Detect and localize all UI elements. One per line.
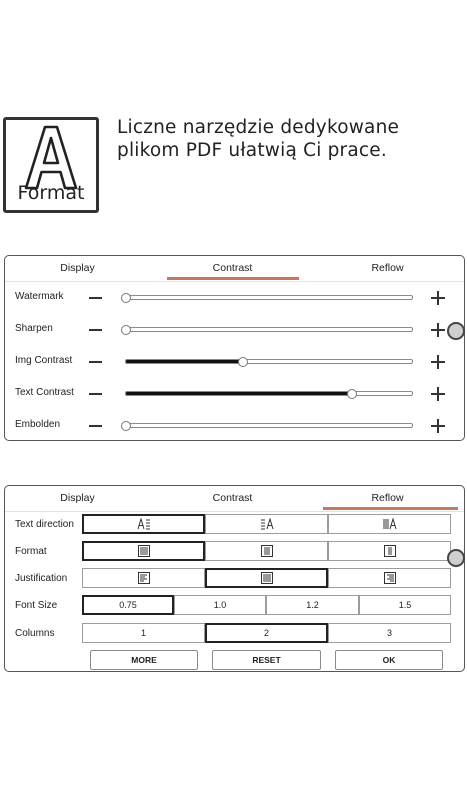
format-medium-icon xyxy=(261,545,273,557)
embolden-slider[interactable] xyxy=(125,423,413,428)
text-contrast-slider[interactable] xyxy=(125,391,413,396)
minus-icon[interactable] xyxy=(89,361,102,363)
reset-button[interactable]: RESET xyxy=(212,650,321,670)
text-direction-vertical-option[interactable] xyxy=(328,514,451,534)
minus-icon[interactable] xyxy=(89,297,102,299)
align-right-icon xyxy=(384,572,396,584)
floating-scroll-handle[interactable] xyxy=(447,322,465,340)
text-direction-columns-icon xyxy=(260,518,274,530)
active-tab-indicator xyxy=(167,277,299,280)
plus-icon[interactable] xyxy=(431,419,445,433)
columns-option[interactable]: 2 xyxy=(205,623,328,643)
justification-label: Justification xyxy=(15,573,68,584)
tab-bar xyxy=(5,486,464,512)
tab-divider xyxy=(5,281,464,282)
columns-label: Columns xyxy=(15,628,55,639)
slider-row-img-contrast xyxy=(5,351,464,373)
slider-label: Img Contrast xyxy=(15,355,73,366)
slider-thumb[interactable] xyxy=(121,325,131,335)
logo-text: Format xyxy=(17,182,85,204)
headline-line-1: Liczne narzędzie dedykowane xyxy=(117,117,400,138)
format-narrow-icon xyxy=(384,545,396,557)
reflow-settings-panel xyxy=(4,485,465,672)
tab-divider xyxy=(5,511,464,512)
format-full-option[interactable] xyxy=(82,541,205,561)
slider-thumb[interactable] xyxy=(121,421,131,431)
slider-fill xyxy=(126,392,352,395)
slider-thumb[interactable] xyxy=(347,389,357,399)
slider-fill xyxy=(126,360,243,363)
floating-scroll-handle[interactable] xyxy=(447,549,465,567)
slider-thumb[interactable] xyxy=(121,293,131,303)
slider-label: Watermark xyxy=(15,291,64,302)
slider-row-text-contrast xyxy=(5,383,464,405)
img-contrast-slider[interactable] xyxy=(125,359,413,364)
slider-thumb[interactable] xyxy=(238,357,248,367)
slider-label: Sharpen xyxy=(15,323,53,334)
slider-row-watermark xyxy=(5,287,464,309)
minus-icon[interactable] xyxy=(89,393,102,395)
minus-icon[interactable] xyxy=(89,425,102,427)
plus-icon[interactable] xyxy=(431,355,445,369)
tab-reflow[interactable]: Reflow xyxy=(371,262,404,274)
tab-reflow[interactable]: Reflow xyxy=(371,492,404,504)
align-left-icon xyxy=(138,572,150,584)
watermark-slider[interactable] xyxy=(125,295,413,300)
active-tab-indicator xyxy=(323,507,458,510)
slider-row-sharpen xyxy=(5,319,464,341)
align-left-option[interactable] xyxy=(82,568,205,588)
text-direction-label: Text direction xyxy=(15,519,74,530)
slider-label: Embolden xyxy=(15,419,61,430)
plus-icon[interactable] xyxy=(431,291,445,305)
sharpen-slider[interactable] xyxy=(125,327,413,332)
plus-icon[interactable] xyxy=(431,323,445,337)
text-direction-vertical-icon xyxy=(383,518,397,530)
headline-line-2: plikom PDF ułatwią Ci prace. xyxy=(117,140,387,161)
tab-bar xyxy=(5,256,464,282)
ok-button[interactable]: OK xyxy=(335,650,443,670)
font-size-label: Font Size xyxy=(15,600,58,611)
align-justify-option[interactable] xyxy=(205,568,328,588)
format-medium-option[interactable] xyxy=(205,541,328,561)
format-label: Format xyxy=(15,546,47,557)
slider-row-embolden xyxy=(5,415,464,437)
font-size-option[interactable]: 1.2 xyxy=(266,595,359,615)
align-justify-icon xyxy=(261,572,273,584)
slider-label: Text Contrast xyxy=(15,387,74,398)
columns-option[interactable]: 3 xyxy=(328,623,451,643)
text-direction-ltr-option[interactable] xyxy=(82,514,205,534)
format-full-icon xyxy=(138,545,150,557)
contrast-settings-panel xyxy=(4,255,465,441)
tab-display[interactable]: Display xyxy=(60,262,95,274)
tab-contrast[interactable]: Contrast xyxy=(212,262,253,274)
tab-display[interactable]: Display xyxy=(60,492,95,504)
more-button[interactable]: MORE xyxy=(90,650,198,670)
format-logo xyxy=(3,117,99,213)
font-size-option[interactable]: 1.5 xyxy=(359,595,451,615)
columns-option[interactable]: 1 xyxy=(82,623,205,643)
tab-contrast[interactable]: Contrast xyxy=(212,492,253,504)
minus-icon[interactable] xyxy=(89,329,102,331)
text-direction-ltr-icon xyxy=(137,518,151,530)
font-size-option[interactable]: 0.75 xyxy=(82,595,174,615)
text-direction-columns-option[interactable] xyxy=(205,514,328,534)
plus-icon[interactable] xyxy=(431,387,445,401)
font-size-option[interactable]: 1.0 xyxy=(174,595,266,615)
format-narrow-option[interactable] xyxy=(328,541,451,561)
align-right-option[interactable] xyxy=(328,568,451,588)
headline xyxy=(117,116,462,162)
